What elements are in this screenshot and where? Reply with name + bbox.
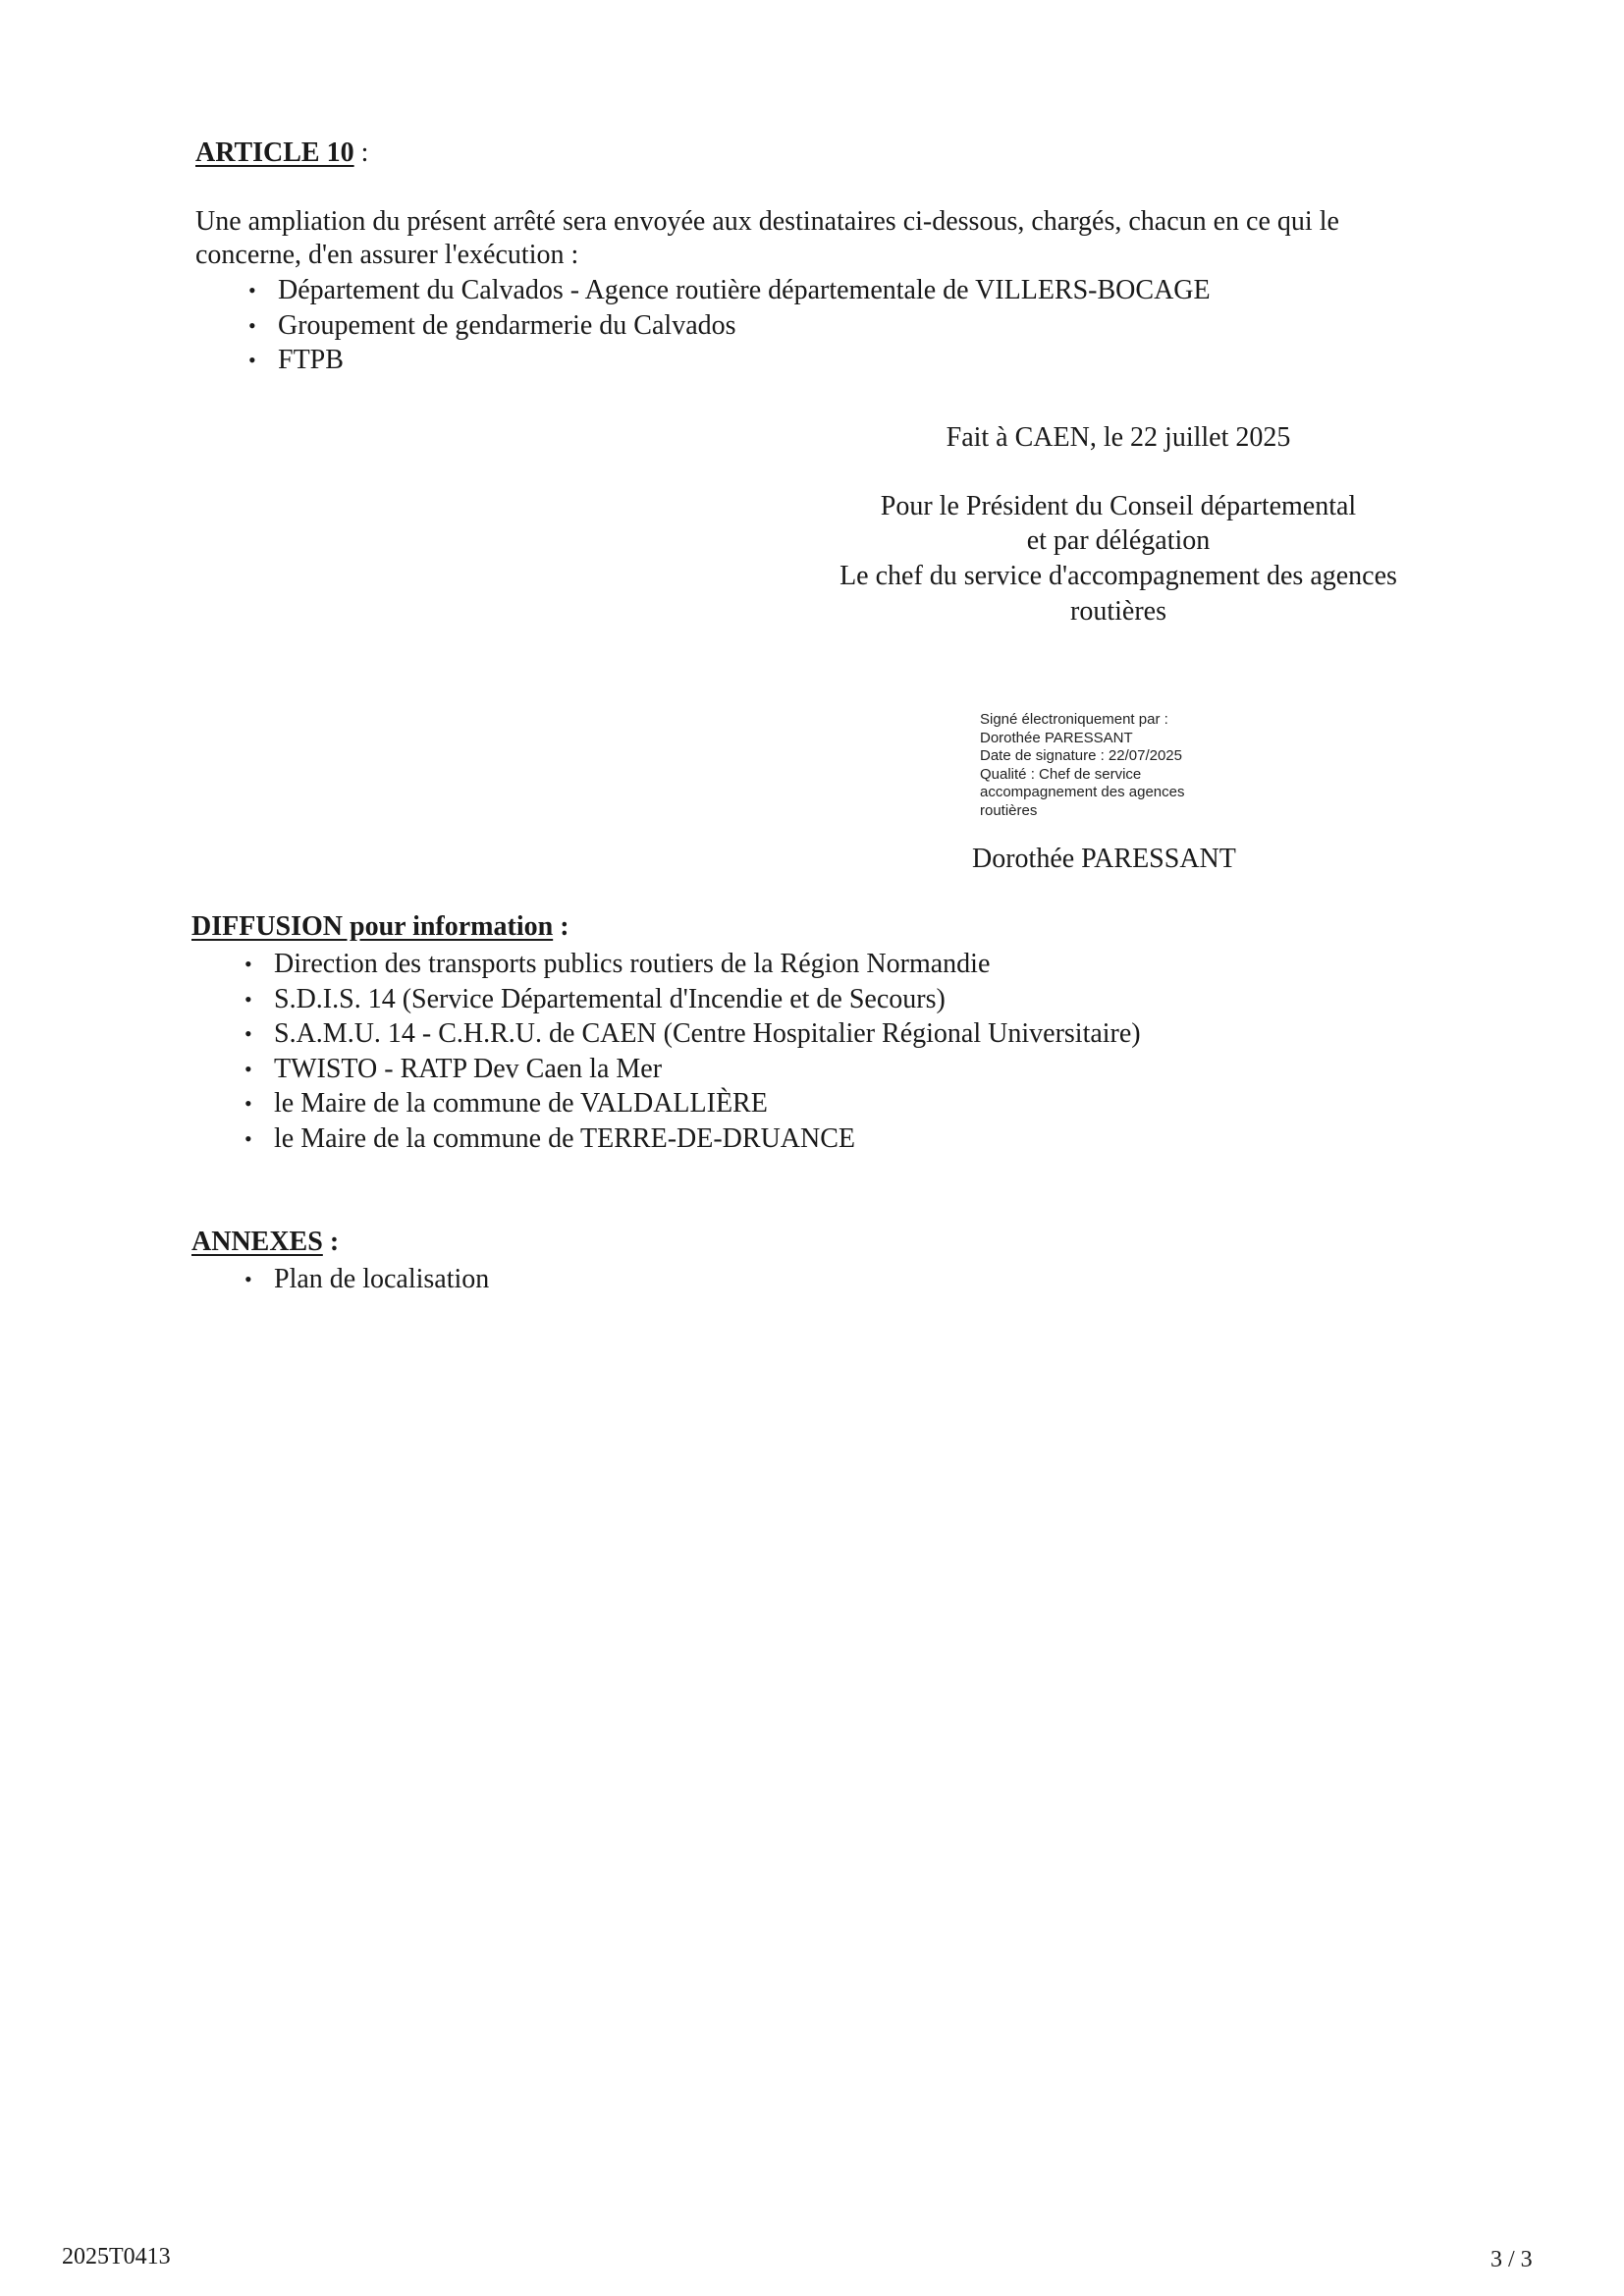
esign-line: Qualité : Chef de service <box>980 765 1142 783</box>
article-10-heading: ARTICLE 10 <box>195 137 354 168</box>
bullet-icon: • <box>244 1056 252 1081</box>
article-10-paragraph-line-1: Une ampliation du présent arrêté sera envoyée aux destinataires ci-dessous, chargés, chacun en ce qui le <box>195 206 1339 237</box>
list-item: • le Maire de la commune de VALDALLIÈRE <box>274 1086 1141 1121</box>
bullet-icon: • <box>244 952 252 976</box>
list-item: • Direction des transports publics routiers de la Région Normandie <box>274 947 1141 982</box>
list-item: • Plan de localisation <box>274 1262 489 1297</box>
bullet-icon: • <box>244 1125 252 1151</box>
bullet-icon: • <box>244 1267 252 1291</box>
bullet-icon: • <box>248 278 256 302</box>
diffusion-list <box>244 947 1141 1156</box>
place-and-date: Fait à CAEN, le 22 juillet 2025 <box>946 422 1291 453</box>
esign-line: Date de signature : 22/07/2025 <box>980 747 1182 764</box>
annexes-heading-colon: : <box>322 1227 340 1257</box>
article-10-paragraph-line-2: concerne, d'en assurer l'exécution : <box>195 240 579 270</box>
list-item: • S.A.M.U. 14 - C.H.R.U. de CAEN (Centre Hospitalier Régional Universitaire) <box>274 1016 1141 1052</box>
page-number: 3 / 3 <box>1490 2247 1533 2272</box>
signatory-name: Dorothée PARESSANT <box>972 844 1236 874</box>
diffusion-heading-colon: : <box>553 911 569 942</box>
article-10-heading-row <box>195 137 368 169</box>
list-item: • S.D.I.S. 14 (Service Départemental d'Incendie et de Secours) <box>274 982 1141 1017</box>
delegation-line-4: routières <box>1070 596 1166 627</box>
bullet-icon: • <box>248 312 256 338</box>
document-reference: 2025T0413 <box>62 2244 171 2269</box>
annexes-heading: ANNEXES <box>191 1227 323 1257</box>
esign-line: routières <box>980 801 1038 819</box>
annexes-list <box>244 1262 490 1297</box>
bullet-icon: • <box>244 1091 252 1116</box>
list-item: • le Maire de la commune de TERRE-DE-DRUANCE <box>274 1121 1141 1157</box>
list-item: • Département du Calvados - Agence routière départementale de VILLERS-BOCAGE <box>278 273 1211 308</box>
electronic-signature-stamp <box>980 711 1184 820</box>
diffusion-heading: DIFFUSION pour information <box>191 911 554 942</box>
bullet-icon: • <box>248 348 256 372</box>
esign-line: accompagnement des agences <box>980 784 1185 800</box>
esign-line: Signé électroniquement par : <box>980 711 1168 728</box>
list-item: • Groupement de gendarmerie du Calvados <box>278 308 1211 344</box>
delegation-line-2: et par délégation <box>1026 525 1211 556</box>
annexes-heading-row <box>191 1227 339 1258</box>
bullet-icon: • <box>244 1021 252 1046</box>
bullet-icon: • <box>244 986 252 1011</box>
diffusion-heading-row <box>191 911 569 943</box>
article-10-heading-colon: : <box>353 137 369 168</box>
esign-line: Dorothée PARESSANT <box>980 729 1133 746</box>
delegation-line-1: Pour le Président du Conseil départemental <box>880 491 1357 521</box>
list-item: • FTPB <box>278 343 1211 378</box>
delegation-line-3: Le chef du service d'accompagnement des agences <box>839 561 1397 591</box>
list-item: • TWISTO - RATP Dev Caen la Mer <box>274 1052 1141 1087</box>
recipients-list <box>248 273 1211 378</box>
